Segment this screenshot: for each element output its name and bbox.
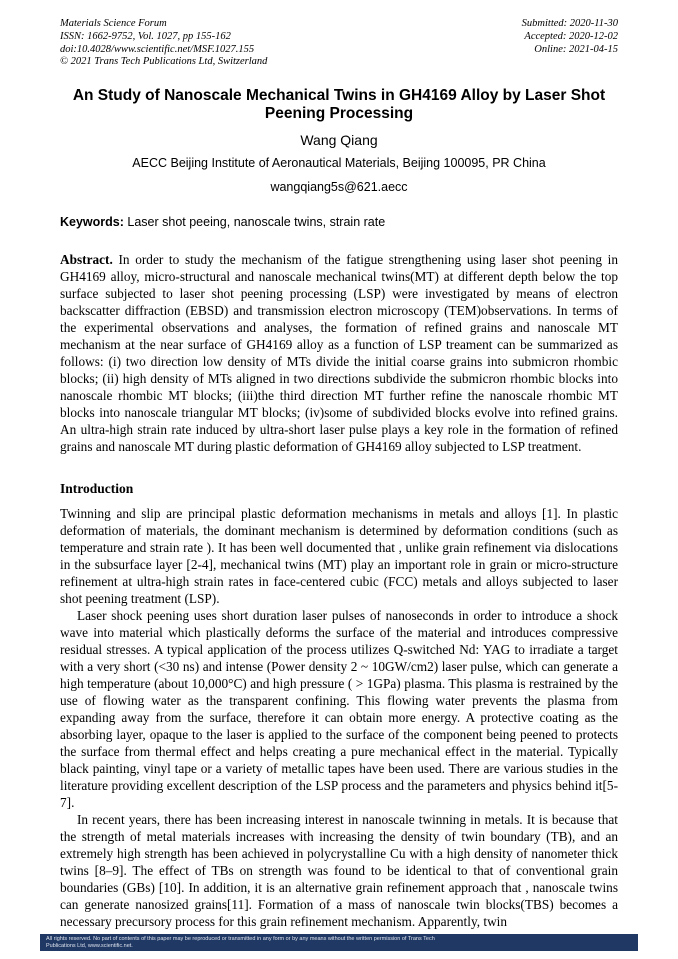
journal-name: Materials Science Forum	[60, 18, 167, 29]
submission-dates	[522, 18, 618, 56]
keywords-line	[60, 215, 618, 229]
submitted-date: Submitted: 2020-11-30	[521, 18, 618, 29]
accepted-date: Accepted: 2020-12-02	[524, 30, 618, 42]
journal-issn-volume: ISSN: 1662-9752, Vol. 1027, pp 155-162	[60, 30, 231, 42]
intro-paragraph-2: Laser shock peening uses short duration laser pulses of nanoseconds in order to introduce a shock wave into material which plastically deforms the surface of the material and introduces compressive residual stresses. A typical application of the process utilizes Q-switched Nd: YAG to irradiate a target with a very short (<30 ns) and intense (Power density 2 ~ 10GW/cm2) laser pulse, which can generate a high temperature (about 10,000°C) and high pressure ( > 1GPa) plasma. This plasma is restrained by the use of flowing water as the transparent confining. This flowing water prevents the plasma from expanding away from the surface, therefore it can obtain more energy. A protective coating as the absorbing layer, opaque to the laser is applied to the surface of the component being peened to protects the surface from thermal effect and helps creating a pure mechanical effect in the material. Typically black painting, vinyl tape or a variety of metallic tapes have been used. There are various studies in the literature providing excellent description of the LSP process and the parameters and physics behind it[5-7].	[60, 608, 618, 811]
paper-title: An Study of Nanoscale Mechanical Twins in GH4169 Alloy by Laser Shot Peening Processing	[72, 87, 606, 123]
abstract-paragraph	[60, 251, 618, 455]
footer-rights-line: All rights reserved. No part of contents of this paper may be reproduced or transmitted in any form or by any means without the written permission of Trans Tech	[46, 936, 435, 942]
author-affiliation: AECC Beijing Institute of Aeronautical Materials, Beijing 100095, PR China	[132, 156, 546, 171]
keywords-label: Keywords:	[60, 215, 124, 230]
journal-copyright: © 2021 Trans Tech Publications Ltd, Switzerland	[60, 56, 268, 68]
copyright-footer-bar	[40, 934, 638, 951]
online-date: Online: 2021-04-15	[534, 43, 618, 55]
keywords-text: Laser shot peeing, nanoscale twins, strain rate	[123, 215, 386, 230]
abstract-label: Abstract.	[60, 252, 113, 268]
intro-paragraph-3: In recent years, there has been increasing interest in nanoscale twinning in metals. It is because that the strength of metal materials increases with increasing the density of twin boundary (TB), and an extremely high strength has been achieved in polycrystalline Cu with a high density of nanometer thick twins [8–9]. The effect of TBs on strength was found to be identical to that of conventional grain boundaries (GBs) [10]. In addition, it is an alternative grain refinement approach that , nanoscale twins can generate nanosized grains[11]. Formation of a mass of nanoscale twin blocks(TBS) becomes a necessary precursory process for this grain refinement mechanism. Apparently, twin	[60, 812, 618, 930]
journal-header	[60, 18, 618, 69]
author-email: wangqiang5s@621.aecc	[270, 180, 408, 195]
abstract-text: In order to study the mechanism of the fatigue strengthening using laser shot peening in GH4169 alloy, micro-structural and nanoscale mechanical twins(MT) at different depth below the top surface subjected to laser shot peening processing (LSP) were investigated by means of electron backscatter diffraction (EBSD) and transmission electron microscopy (TEM)observations. In terms of the experimental observations and analyses, the formation of refined grains and nanoscale MT mechanism at the near surface of GH4169 alloy as a function of LSP treament can be summarized as follows: (i) two direction low density of MTs divide the initial coarse grains into submicron rhombic blocks; (ii) high density of MTs aligned in two directions subdivide the submicron rhombic blocks into nanoscale rhombic MT blocks; (iii)the third direction MT further refine the nanoscale rhombic MT blocks into nanoscale triangular MT blocks; (iv)some of subdivided blocks evolve into refined grains. An ultra-high strain rate induced by ultra-short laser pulse plays a key role in the formation of refined grains and nanoscale MT during plastic deformation of GH4169 alloy subjected to LSP treatment.	[60, 252, 618, 455]
author-name: Wang Qiang	[300, 132, 378, 149]
journal-doi: doi:10.4028/www.scientific.net/MSF.1027.155	[60, 43, 255, 55]
footer-publisher-line: Publications Ltd, www.scientific.net.	[46, 942, 133, 949]
intro-paragraph-1: Twinning and slip are principal plastic deformation mechanisms in metals and alloys [1]. In plastic deformation of materials, the dominant mechanism is determined by deformation conditions (such as temperature and strain rate ). It has been well documented that , unlike grain refinement via dislocations in the subsurface layer [2-4], mechanical twins (MT) play an important role in grain or micro-structure refinement at ultra-high strain rates in face-centered cubic (FCC) metals and alloys subjected to laser shot peening treatment (LSP).	[60, 506, 618, 607]
section-heading-introduction: Introduction	[60, 481, 134, 497]
journal-info	[60, 18, 267, 69]
